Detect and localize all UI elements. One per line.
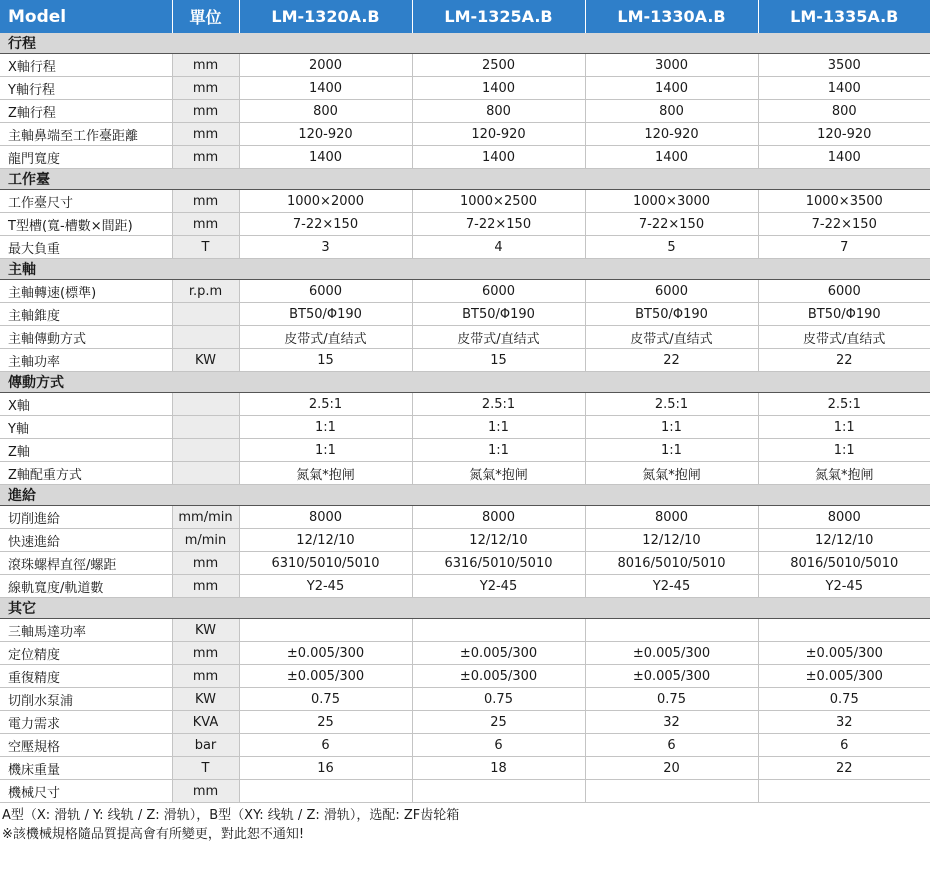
section-header-row: [0, 598, 930, 619]
spec-value: [585, 780, 758, 803]
spec-value: 8000: [412, 506, 585, 529]
spec-value: 1400: [585, 146, 758, 169]
model-header: Model: [0, 0, 172, 33]
spec-value: ±0.005/300: [412, 642, 585, 665]
spec-row: [0, 529, 930, 552]
spec-value: 5: [585, 236, 758, 259]
spec-unit: r.p.m: [172, 280, 239, 303]
spec-value: BT50/Φ190: [585, 303, 758, 326]
spec-value: 16: [239, 757, 412, 780]
spec-value: 7-22×150: [758, 213, 930, 236]
spec-row: [0, 416, 930, 439]
spec-value: 800: [758, 100, 930, 123]
spec-value: 8016/5010/5010: [585, 552, 758, 575]
spec-value: 8016/5010/5010: [758, 552, 930, 575]
spec-value: 120-920: [412, 123, 585, 146]
spec-unit: mm: [172, 100, 239, 123]
model-column-header: LM-1335A.B: [758, 0, 930, 33]
spec-value: 1:1: [585, 416, 758, 439]
spec-row: [0, 146, 930, 169]
spec-value: ±0.005/300: [758, 642, 930, 665]
spec-value: 2.5:1: [585, 393, 758, 416]
spec-value: Y2-45: [585, 575, 758, 598]
spec-value: ±0.005/300: [412, 665, 585, 688]
model-column-header: LM-1330A.B: [585, 0, 758, 33]
spec-unit: mm: [172, 54, 239, 77]
spec-value: ±0.005/300: [585, 642, 758, 665]
spec-unit: mm: [172, 213, 239, 236]
spec-value: 7-22×150: [585, 213, 758, 236]
spec-value: 22: [758, 349, 930, 372]
spec-label: T型槽(寬-槽數×間距): [0, 213, 172, 236]
spec-unit: [172, 326, 239, 349]
spec-row: [0, 757, 930, 780]
spec-value: 800: [412, 100, 585, 123]
spec-row: [0, 642, 930, 665]
spec-label: 機械尺寸: [0, 780, 172, 803]
spec-row: [0, 711, 930, 734]
spec-value: 22: [585, 349, 758, 372]
spec-value: 8000: [585, 506, 758, 529]
spec-label: 空壓規格: [0, 734, 172, 757]
spec-label: 定位精度: [0, 642, 172, 665]
spec-row: [0, 393, 930, 416]
spec-value: 18: [412, 757, 585, 780]
spec-value: 1400: [412, 77, 585, 100]
spec-row: [0, 190, 930, 213]
spec-value: 皮带式/直结式: [758, 326, 930, 349]
spec-value: 3500: [758, 54, 930, 77]
spec-value: 3: [239, 236, 412, 259]
spec-value: 800: [585, 100, 758, 123]
section-header-row: [0, 169, 930, 190]
spec-value: 1:1: [239, 439, 412, 462]
spec-value: 6000: [758, 280, 930, 303]
footnote-disclaimer: ※該機械規格隨品質提高會有所變更，對此恕不通知!: [2, 827, 305, 842]
spec-label: 工作臺尺寸: [0, 190, 172, 213]
spec-table-body: [0, 33, 930, 803]
spec-label: 最大負重: [0, 236, 172, 259]
spec-row: [0, 506, 930, 529]
spec-value: 8000: [239, 506, 412, 529]
spec-value: 氮氣*抱闸: [758, 462, 930, 485]
spec-value: 12/12/10: [239, 529, 412, 552]
spec-unit: [172, 416, 239, 439]
spec-label: 主軸轉速(標準): [0, 280, 172, 303]
spec-unit: [172, 439, 239, 462]
spec-value: [585, 619, 758, 642]
spec-label: 三軸馬達功率: [0, 619, 172, 642]
spec-value: 6: [412, 734, 585, 757]
spec-unit: bar: [172, 734, 239, 757]
spec-value: BT50/Φ190: [758, 303, 930, 326]
spec-value: 1400: [239, 77, 412, 100]
section-title: 工作臺: [0, 169, 930, 190]
section-title: 其它: [0, 598, 930, 619]
spec-row: [0, 349, 930, 372]
spec-value: 7-22×150: [412, 213, 585, 236]
spec-value: 6: [239, 734, 412, 757]
unit-header: 單位: [172, 0, 239, 33]
spec-unit: mm: [172, 552, 239, 575]
spec-value: 1000×2000: [239, 190, 412, 213]
spec-value: 25: [412, 711, 585, 734]
spec-value: 15: [239, 349, 412, 372]
spec-unit: mm: [172, 123, 239, 146]
spec-value: Y2-45: [412, 575, 585, 598]
spec-value: 25: [239, 711, 412, 734]
spec-value: ±0.005/300: [585, 665, 758, 688]
spec-label: Y軸: [0, 416, 172, 439]
spec-value: 120-920: [585, 123, 758, 146]
spec-value: 22: [758, 757, 930, 780]
spec-value: BT50/Φ190: [239, 303, 412, 326]
spec-value: 1400: [585, 77, 758, 100]
spec-label: 主軸錐度: [0, 303, 172, 326]
spec-label: X軸: [0, 393, 172, 416]
spec-label: 重復精度: [0, 665, 172, 688]
spec-unit: mm: [172, 665, 239, 688]
spec-value: ±0.005/300: [239, 665, 412, 688]
spec-value: [758, 780, 930, 803]
spec-value: 4: [412, 236, 585, 259]
spec-value: 皮带式/直结式: [585, 326, 758, 349]
spec-value: 氮氣*抱闸: [585, 462, 758, 485]
spec-unit: mm: [172, 780, 239, 803]
spec-unit: KW: [172, 688, 239, 711]
section-title: 行程: [0, 33, 930, 54]
spec-value: [239, 780, 412, 803]
spec-value: 氮氣*抱闸: [239, 462, 412, 485]
spec-label: 切削水泵浦: [0, 688, 172, 711]
spec-value: 8000: [758, 506, 930, 529]
spec-value: 6000: [585, 280, 758, 303]
spec-value: ±0.005/300: [239, 642, 412, 665]
spec-label: Y軸行程: [0, 77, 172, 100]
spec-value: 6: [585, 734, 758, 757]
spec-row: [0, 665, 930, 688]
spec-row: [0, 780, 930, 803]
spec-value: 32: [585, 711, 758, 734]
footnotes: [0, 806, 930, 844]
spec-label: Z軸配重方式: [0, 462, 172, 485]
spec-row: [0, 326, 930, 349]
spec-value: 6310/5010/5010: [239, 552, 412, 575]
spec-value: 12/12/10: [758, 529, 930, 552]
spec-label: 主軸功率: [0, 349, 172, 372]
spec-value: 氮氣*抱闸: [412, 462, 585, 485]
spec-unit: T: [172, 757, 239, 780]
spec-row: [0, 77, 930, 100]
spec-value: 12/12/10: [585, 529, 758, 552]
section-title: 主軸: [0, 259, 930, 280]
section-header-row: [0, 485, 930, 506]
model-column-header: LM-1325A.B: [412, 0, 585, 33]
spec-value: 皮带式/直结式: [412, 326, 585, 349]
spec-value: 2.5:1: [239, 393, 412, 416]
spec-value: 6000: [412, 280, 585, 303]
spec-unit: T: [172, 236, 239, 259]
spec-row: [0, 575, 930, 598]
spec-value: 1000×3000: [585, 190, 758, 213]
spec-value: 3000: [585, 54, 758, 77]
spec-value: 0.75: [239, 688, 412, 711]
section-title: 進給: [0, 485, 930, 506]
spec-value: 32: [758, 711, 930, 734]
spec-value: 800: [239, 100, 412, 123]
spec-unit: [172, 393, 239, 416]
section-title: 傳動方式: [0, 372, 930, 393]
spec-value: 2000: [239, 54, 412, 77]
spec-row: [0, 280, 930, 303]
spec-value: [412, 619, 585, 642]
spec-value: 6: [758, 734, 930, 757]
spec-value: 1400: [412, 146, 585, 169]
model-column-header: LM-1320A.B: [239, 0, 412, 33]
spec-row: [0, 303, 930, 326]
spec-unit: mm/min: [172, 506, 239, 529]
spec-value: 1:1: [239, 416, 412, 439]
section-header-row: [0, 259, 930, 280]
spec-value: 1:1: [412, 439, 585, 462]
spec-value: 20: [585, 757, 758, 780]
spec-value: 1:1: [758, 416, 930, 439]
spec-value: 7: [758, 236, 930, 259]
spec-value: [412, 780, 585, 803]
spec-label: X軸行程: [0, 54, 172, 77]
spec-label: 主軸傳動方式: [0, 326, 172, 349]
spec-value: 2.5:1: [412, 393, 585, 416]
spec-value: 0.75: [412, 688, 585, 711]
spec-row: [0, 688, 930, 711]
spec-value: 2.5:1: [758, 393, 930, 416]
spec-row: [0, 734, 930, 757]
spec-row: [0, 123, 930, 146]
spec-label: 主軸鼻端至工作臺距離: [0, 123, 172, 146]
spec-value: Y2-45: [239, 575, 412, 598]
spec-row: [0, 439, 930, 462]
spec-value: 120-920: [758, 123, 930, 146]
spec-value: 2500: [412, 54, 585, 77]
spec-value: ±0.005/300: [758, 665, 930, 688]
spec-unit: mm: [172, 642, 239, 665]
spec-unit: [172, 462, 239, 485]
spec-unit: mm: [172, 575, 239, 598]
spec-label: 機床重量: [0, 757, 172, 780]
spec-row: [0, 552, 930, 575]
spec-value: 1400: [758, 77, 930, 100]
spec-label: 快速進給: [0, 529, 172, 552]
spec-value: 120-920: [239, 123, 412, 146]
spec-unit: [172, 303, 239, 326]
spec-value: 1:1: [585, 439, 758, 462]
spec-value: 1:1: [412, 416, 585, 439]
spec-value: 7-22×150: [239, 213, 412, 236]
spec-label: 切削進給: [0, 506, 172, 529]
spec-label: Z軸: [0, 439, 172, 462]
section-header-row: [0, 372, 930, 393]
spec-label: Z軸行程: [0, 100, 172, 123]
spec-row: [0, 619, 930, 642]
spec-unit: m/min: [172, 529, 239, 552]
spec-value: 1000×3500: [758, 190, 930, 213]
spec-value: 0.75: [758, 688, 930, 711]
spec-value: 6316/5010/5010: [412, 552, 585, 575]
spec-value: 15: [412, 349, 585, 372]
spec-value: 1:1: [758, 439, 930, 462]
spec-value: 1400: [239, 146, 412, 169]
spec-label: 滾珠螺桿直徑/螺距: [0, 552, 172, 575]
spec-value: 6000: [239, 280, 412, 303]
spec-label: 電力需求: [0, 711, 172, 734]
spec-unit: mm: [172, 190, 239, 213]
spec-unit: mm: [172, 77, 239, 100]
spec-value: BT50/Φ190: [412, 303, 585, 326]
spec-unit: mm: [172, 146, 239, 169]
spec-row: [0, 54, 930, 77]
spec-value: [239, 619, 412, 642]
spec-row: [0, 213, 930, 236]
spec-row: [0, 236, 930, 259]
spec-table-header: [0, 0, 930, 33]
footnote-variants: A型（X: 滑轨 / Y: 线轨 / Z: 滑轨），B型（XY: 线轨 / Z: 滑轨），选配: ZF齿轮箱: [2, 808, 460, 823]
spec-label: 龍門寬度: [0, 146, 172, 169]
spec-value: [758, 619, 930, 642]
spec-value: 12/12/10: [412, 529, 585, 552]
spec-unit: KW: [172, 619, 239, 642]
spec-value: 1400: [758, 146, 930, 169]
spec-row: [0, 100, 930, 123]
spec-row: [0, 462, 930, 485]
spec-unit: KVA: [172, 711, 239, 734]
spec-label: 線軌寬度/軌道數: [0, 575, 172, 598]
spec-value: Y2-45: [758, 575, 930, 598]
spec-value: 皮带式/直结式: [239, 326, 412, 349]
spec-value: 0.75: [585, 688, 758, 711]
section-header-row: [0, 33, 930, 54]
spec-value: 1000×2500: [412, 190, 585, 213]
spec-unit: KW: [172, 349, 239, 372]
